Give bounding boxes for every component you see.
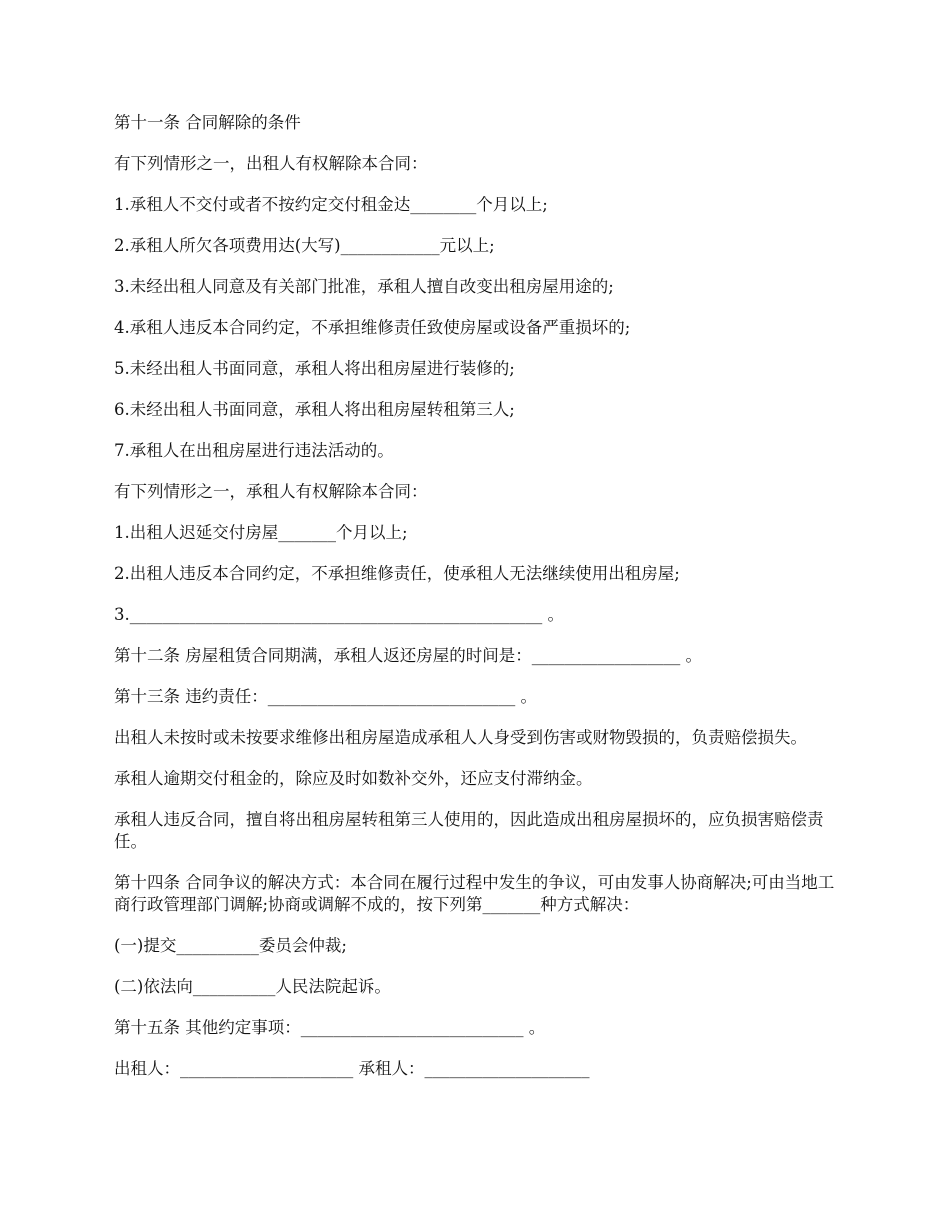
- article-14: 第十四条 合同争议的解决方式：本合同在履行过程中发生的争议，可由发事人协商解决;可由当地工商行政管理部门调解;协商或调解不成的，按下列第_______种方式解决：: [114, 873, 835, 914]
- article-15: 第十五条 其他约定事项：___________________________ 。: [114, 1018, 546, 1037]
- lessor-clause-6: 6.未经出租人书面同意，承租人将出租房屋转租第三人;: [114, 400, 515, 419]
- dispute-option-1: (一)提交__________委员会仲裁;: [114, 936, 347, 955]
- liability-late-rent: 承租人逾期交付租金的，除应及时如数补交外，还应支付滞纳金。: [114, 769, 593, 788]
- liability-lessor: 出租人未按时或未按要求维修出租房屋造成承租人人身受到伤害或财物毁损的，负责赔偿损失。: [114, 728, 807, 747]
- liability-sublease: 承租人违反合同，擅自将出租房屋转租第三人使用的，因此造成出租房屋损坏的，应负损害赔偿责任。: [114, 810, 824, 851]
- lessor-clause-3: 3.未经出租人同意及有关部门批准，承租人擅自改变出租房屋用途的;: [114, 277, 614, 296]
- lessor-clause-5: 5.未经出租人书面同意，承租人将出租房屋进行装修的;: [114, 359, 515, 378]
- lessee-termination-intro: 有下列情形之一，承租人有权解除本合同：: [114, 482, 428, 501]
- lessor-clause-7: 7.承租人在出租房屋进行违法活动的。: [114, 441, 394, 460]
- lessee-clause-1: 1.出租人迟延交付房屋_______个月以上;: [114, 523, 408, 542]
- lessor-clause-1: 1.承租人不交付或者不按约定交付租金达________个月以上;: [114, 195, 548, 214]
- lessee-clause-3: 3.__________________________________________________ 。: [114, 605, 564, 624]
- signature-line: 出租人：_____________________ 承租人：____________________: [114, 1059, 590, 1078]
- article-11-heading: 第十一条 合同解除的条件: [114, 113, 301, 132]
- document-body: [114, 112, 840, 1099]
- lessor-termination-intro: 有下列情形之一，出租人有权解除本合同：: [114, 154, 428, 173]
- lessee-clause-2: 2.出租人违反本合同约定，不承担维修责任，使承租人无法继续使用出租房屋;: [114, 564, 680, 583]
- article-12: 第十二条 房屋租赁合同期满，承租人返还房屋的时间是：__________________ 。: [114, 646, 702, 665]
- lessor-clause-2: 2.承租人所欠各项费用达(大写)____________元以上;: [114, 236, 495, 255]
- dispute-option-2: (二)依法向__________人民法院起诉。: [114, 977, 391, 996]
- lessor-clause-4: 4.承租人违反本合同约定，不承担维修责任致使房屋或设备严重损坏的;: [114, 318, 631, 337]
- article-13: 第十三条 违约责任：______________________________ 。: [114, 687, 537, 706]
